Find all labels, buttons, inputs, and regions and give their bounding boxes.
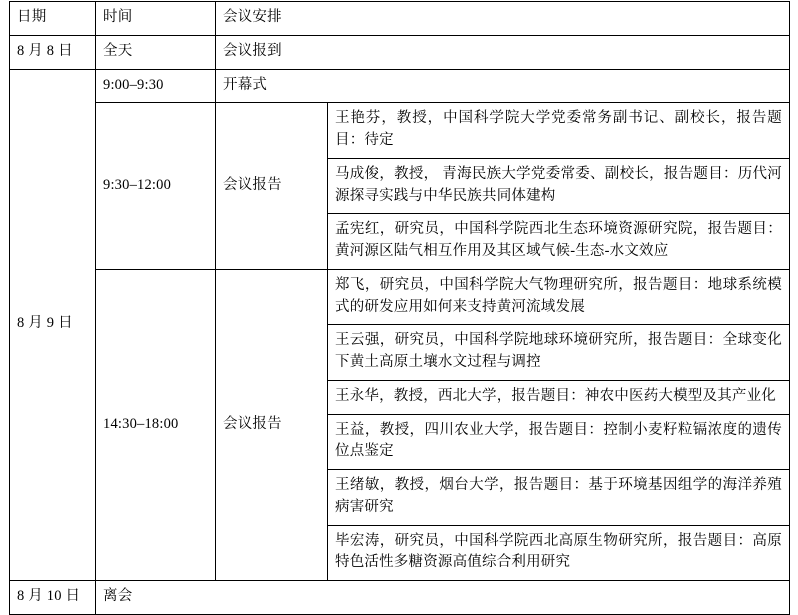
talk-entry: 王艳芬，教授，中国科学院大学党委常务副书记、副校长，报告题目：待定 [328, 103, 790, 159]
talk-entry: 王绪敏，教授，烟台大学，报告题目：基于环境基因组学的海洋养殖病害研究 [328, 470, 790, 526]
day2-date: 8 月 9 日 [10, 69, 96, 581]
day3-item: 离会 [96, 581, 790, 615]
talk-entry: 王永华，教授，西北大学，报告题目：神农中医药大模型及其产业化 [328, 380, 790, 414]
talk-entry: 王云强，研究员，中国科学院地球环境研究所，报告题目：全球变化下黄土高原土壤水文过程与调控 [328, 325, 790, 381]
table-header-row [10, 2, 790, 36]
morning-item: 会议报告 [216, 103, 328, 270]
day1-item: 会议报到 [216, 35, 790, 69]
talk-entry: 毕宏涛，研究员，中国科学院西北高原生物研究所，报告题目：高原特色活性多糖资源高值综合利用研究 [328, 525, 790, 581]
conference-schedule-table [9, 1, 790, 615]
table-row-day3 [10, 581, 790, 615]
day1-time: 全天 [96, 35, 216, 69]
table-row-afternoon-talk-1 [10, 269, 790, 325]
afternoon-item: 会议报告 [216, 269, 328, 580]
talk-entry: 马成俊，教授， 青海民族大学党委常委、副校长，报告题目：历代河源探寻实践与中华民族共同体建构 [328, 158, 790, 214]
opening-time: 9:00–9:30 [96, 69, 216, 103]
talk-entry: 郑飞，研究员，中国科学院大气物理研究所，报告题目：地球系统模式的研发应用如何来支持黄河流域发展 [328, 269, 790, 325]
afternoon-time: 14:30–18:00 [96, 269, 216, 580]
schedule-document [0, 1, 798, 604]
table-row-opening [10, 69, 790, 103]
morning-time: 9:30–12:00 [96, 103, 216, 270]
header-date: 日期 [10, 2, 96, 36]
opening-item: 开幕式 [216, 69, 790, 103]
day1-date: 8 月 8 日 [10, 35, 96, 69]
header-arrangement: 会议安排 [216, 2, 790, 36]
talk-entry: 孟宪红，研究员，中国科学院西北生态环境资源研究院，报告题目：黄河源区陆气相互作用及其区域气候-生态-水文效应 [328, 214, 790, 270]
table-row-day1 [10, 35, 790, 69]
header-time: 时间 [96, 2, 216, 36]
talk-entry: 王益，教授，四川农业大学，报告题目：控制小麦籽粒镉浓度的遗传位点鉴定 [328, 414, 790, 470]
table-row-morning-talk-1 [10, 103, 790, 159]
day3-date: 8 月 10 日 [10, 581, 96, 615]
